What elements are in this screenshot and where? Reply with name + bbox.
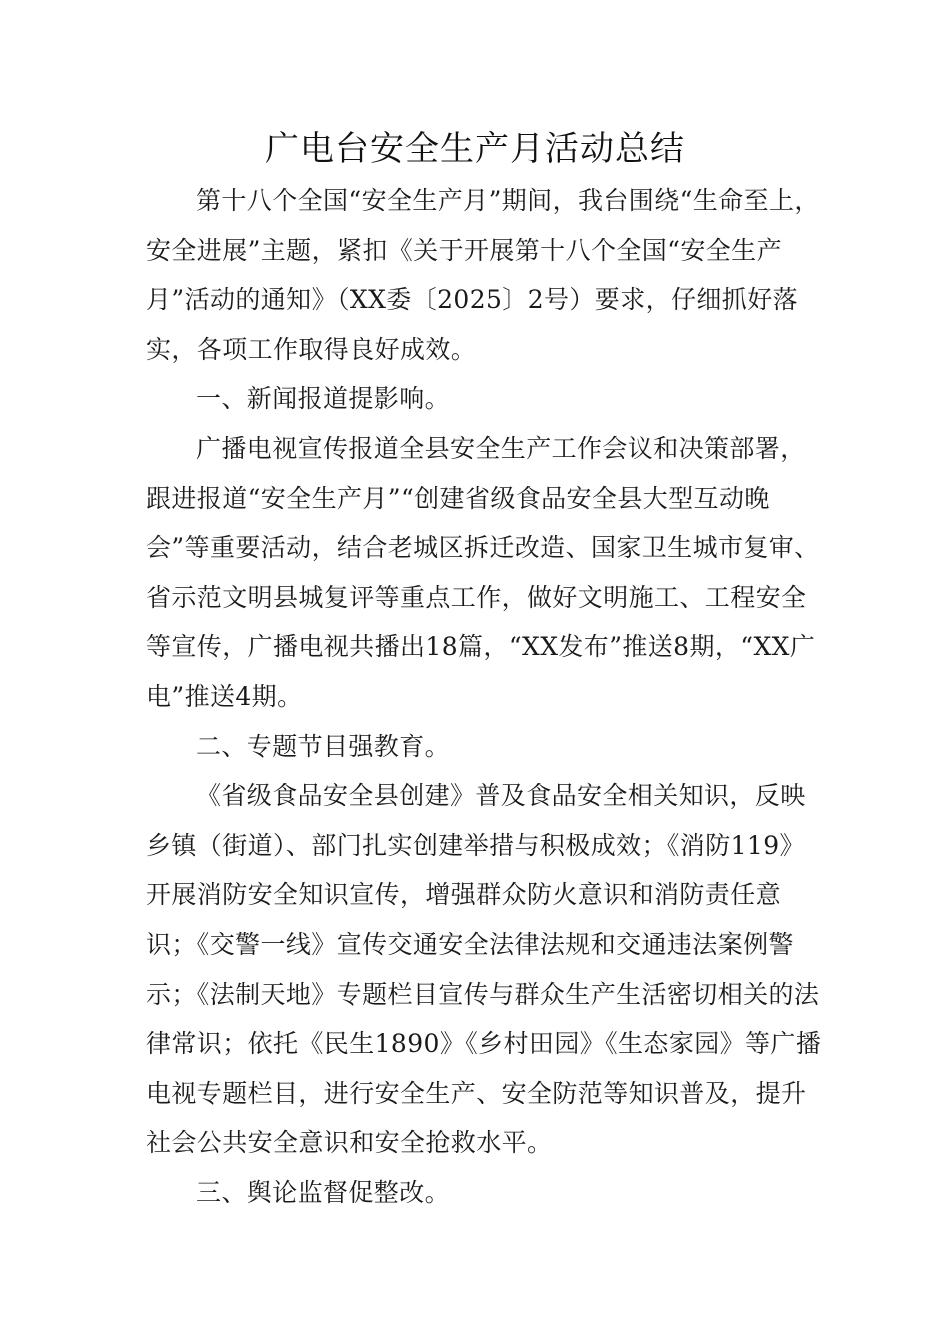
document-body xyxy=(146,176,822,1217)
section-heading-supervision: 三、舆论监督促整改。 xyxy=(196,1177,451,1207)
programs-paragraph: 《省级食品安全县创建》普及食品安全相关知识，反映乡镇（街道）、部门扎实创建举措与积极成效；《消防119》开展消防安全知识宣传，增强群众防火意识和消防责任意识；《交警一线》宣传交通安全法律法规和交通违法案例警示；《法制天地》专题栏目宣传与群众生产生活密切相关的法律常识；依托《民生1890》《乡村田园》《生态家园》等广播电视专题栏目，进行安全生产、安全防范等知识普及，提升社会公共安全意识和安全抢救水平。 xyxy=(146,781,822,1158)
section-heading-programs: 二、专题节目强教育。 xyxy=(196,731,451,761)
intro-paragraph: 第十八个全国“安全生产月”期间，我台围绕“生命至上，安全进展”主题，紧扣《关于开展第十八个全国“安全生产月”活动的通知》（XX委〔2025〕2号）要求，仔细抓好落实，各项工作取得良好成效。 xyxy=(146,186,820,364)
section-heading-news: 一、新闻报道提影响。 xyxy=(196,384,451,414)
document-title: 广电台安全生产月活动总结 xyxy=(265,129,685,169)
news-paragraph: 广播电视宣传报道全县安全生产工作会议和决策部署，跟进报道“安全生产月”“创建省级食品安全县大型互动晚会”等重要活动，结合老城区拆迁改造、国家卫生城市复审、省示范文明县城复评等重点工作，做好文明施工、工程安全等宣传，广播电视共播出18篇，“XX发布”推送8期，“XX广电”推送4期。 xyxy=(146,433,820,711)
